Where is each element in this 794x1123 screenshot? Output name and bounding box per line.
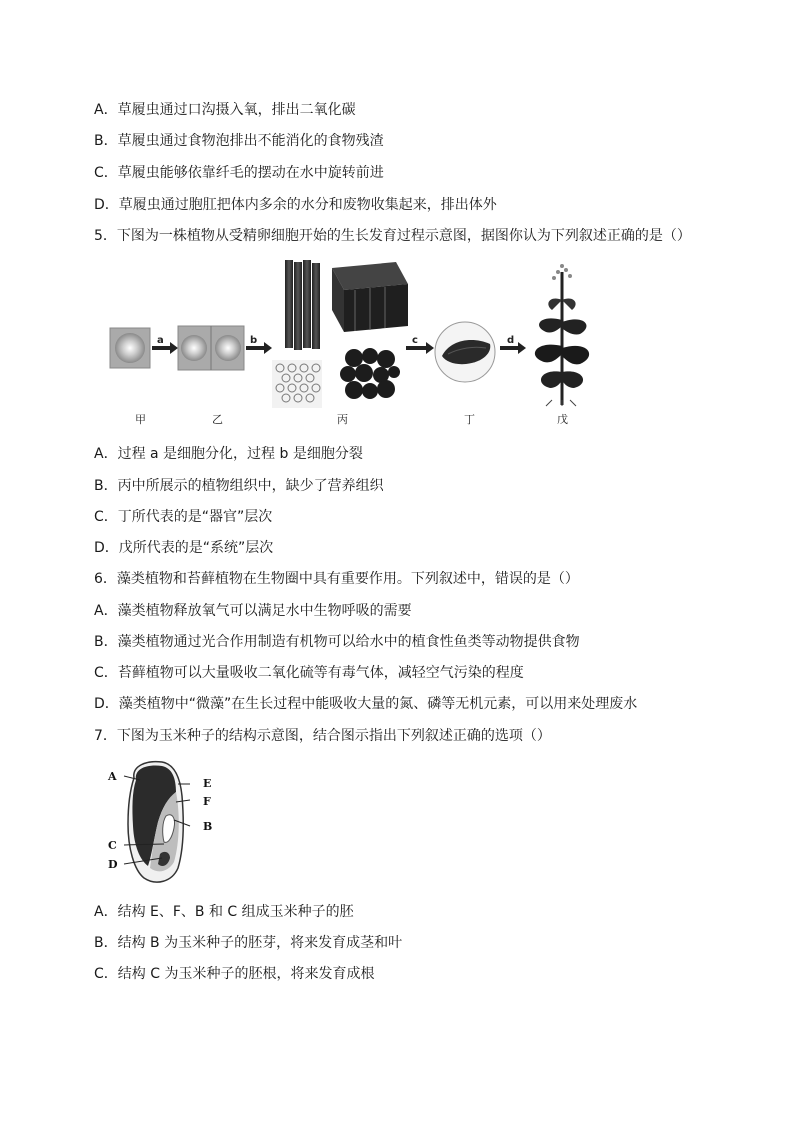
tissues-image [272, 260, 408, 408]
q4-option-d: D．草履虫通过胞肛把体内多余的水分和废物收集起来，排出体外 [94, 197, 497, 213]
organ-image [435, 322, 495, 382]
zygote-cell-image [110, 328, 150, 368]
stage-label-wu: 戊 [557, 413, 568, 426]
plant-image [535, 264, 589, 406]
q6-option-a: A．藻类植物释放氧气可以满足水中生物呼吸的需要 [94, 603, 412, 619]
q6-option-b: B．藻类植物通过光合作用制造有机物可以给水中的植食性鱼类等动物提供食物 [94, 634, 580, 650]
seed-label-e: E [203, 777, 212, 790]
q6-stem: 6．藻类植物和苔藓植物在生物圈中具有重要作用。下列叙述中，错误的是（） [94, 571, 579, 587]
stage-label-jia: 甲 [135, 413, 146, 426]
seed-label-c: C [108, 839, 117, 852]
q6-option-c: C．苔藓植物可以大量吸收二氧化硫等有毒气体，减轻空气污染的程度 [94, 665, 524, 681]
q7-option-b: B．结构 B 为玉米种子的胚芽，将来发育成茎和叶 [94, 935, 403, 951]
q4-option-c: C．草履虫能够依靠纤毛的摆动在水中旋转前进 [94, 165, 384, 181]
q6-option-d: D．藻类植物中“微藻”在生长过程中能吸收大量的氮、磷等无机元素，可以用来处理废水 [94, 696, 638, 712]
q4-option-b: B．草履虫通过食物泡排出不能消化的食物残渣 [94, 133, 384, 149]
q7-stem: 7．下图为玉米种子的结构示意图，结合图示指出下列叙述正确的选项（） [94, 728, 551, 744]
seed-label-f: F [203, 795, 211, 808]
q5-option-d: D．戊所代表的是“系统”层次 [94, 540, 274, 556]
q7-option-a: A．结构 E、F、B 和 C 组成玉米种子的胚 [94, 904, 354, 920]
stage-label-ding: 丁 [464, 413, 475, 426]
q5-stem: 5．下图为一株植物从受精卵细胞开始的生长发育过程示意图，据图你认为下列叙述正确的是（） [94, 228, 691, 244]
stage-label-yi: 乙 [212, 413, 223, 426]
arrow-label-b: b [250, 335, 258, 346]
arrow-label-a: a [157, 335, 164, 346]
plant-development-figure [100, 260, 620, 430]
q5-option-a: A．过程 a 是细胞分化，过程 b 是细胞分裂 [94, 446, 363, 462]
seed-label-d: D [108, 858, 118, 871]
q5-option-b: B．丙中所展示的植物组织中，缺少了营养组织 [94, 478, 384, 494]
arrow-label-d: d [507, 335, 515, 346]
arrow-c [406, 342, 434, 354]
q4-option-a: A．草履虫通过口沟摄入氧，排出二氧化碳 [94, 102, 356, 118]
two-cells-image [178, 326, 244, 370]
arrow-a [152, 342, 178, 354]
seed-label-a: A [108, 770, 117, 783]
q7-option-c: C．结构 C 为玉米种子的胚根，将来发育成根 [94, 966, 375, 982]
arrow-label-c: c [412, 335, 418, 346]
q5-option-c: C．丁所代表的是“器官”层次 [94, 509, 273, 525]
stage-label-bing: 丙 [337, 413, 348, 426]
seed-label-b: B [203, 820, 213, 833]
